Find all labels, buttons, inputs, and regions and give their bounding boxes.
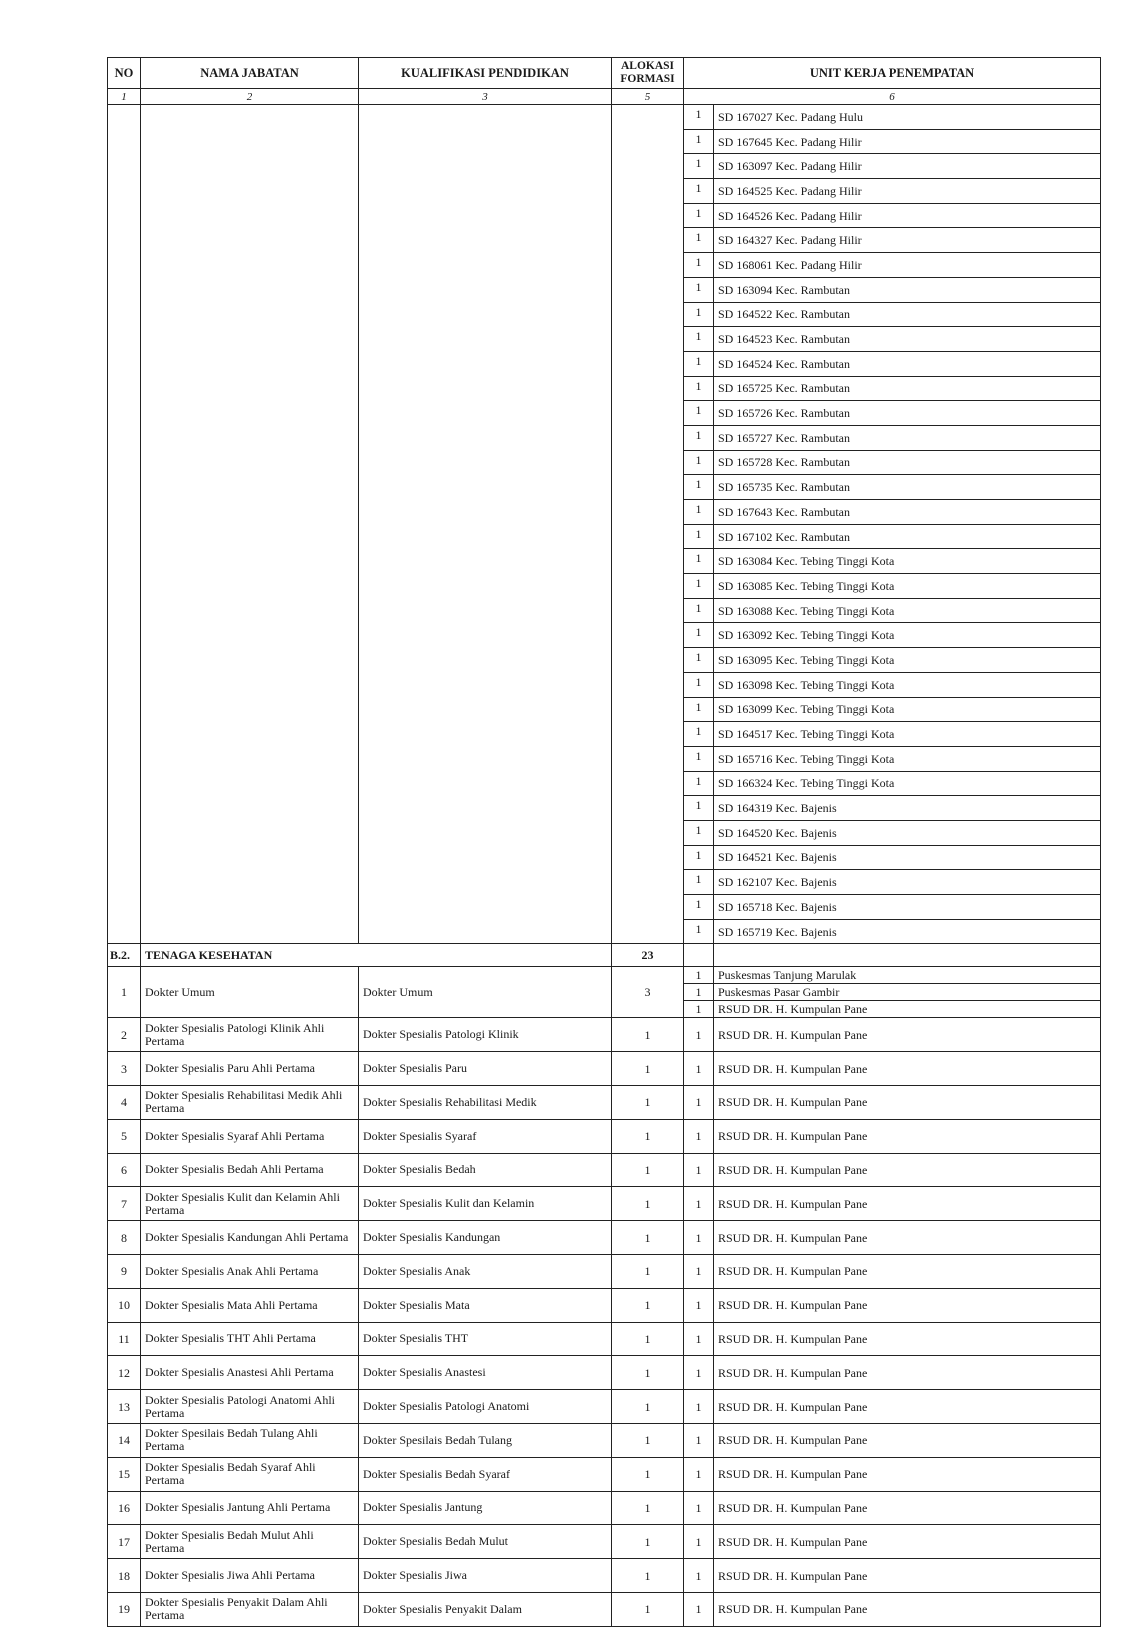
unit-count: 1 bbox=[684, 895, 714, 920]
row-kualifikasi: Dokter Spesialis Patologi Klinik bbox=[359, 1018, 612, 1052]
row-no: 13 bbox=[108, 1390, 141, 1424]
unit-count: 1 bbox=[684, 1153, 714, 1187]
row-no: 5 bbox=[108, 1119, 141, 1153]
table-row bbox=[108, 967, 1101, 984]
unit-count: 1 bbox=[684, 1423, 714, 1457]
blank-merged-cell bbox=[612, 105, 684, 944]
unit-count: 1 bbox=[684, 697, 714, 722]
unit-count: 1 bbox=[684, 549, 714, 574]
row-nama-jabatan: Dokter Spesilais Bedah Tulang Ahli Pertama bbox=[141, 1423, 359, 1457]
row-kualifikasi: Dokter Spesialis Patologi Anatomi bbox=[359, 1390, 612, 1424]
header-kualifikasi: KUALIFIKASI PENDIDIKAN bbox=[359, 58, 612, 89]
row-no: 4 bbox=[108, 1085, 141, 1119]
unit-count: 1 bbox=[684, 1592, 714, 1626]
row-no: 1 bbox=[108, 967, 141, 1018]
row-nama-jabatan: Dokter Spesialis Kulit dan Kelamin Ahli Pertama bbox=[141, 1187, 359, 1221]
row-no: 19 bbox=[108, 1592, 141, 1626]
row-alokasi: 1 bbox=[612, 1491, 684, 1525]
row-nama-jabatan: Dokter Spesialis Patologi Anatomi Ahli Pertama bbox=[141, 1390, 359, 1424]
unit-count: 1 bbox=[684, 1491, 714, 1525]
unit-count: 1 bbox=[684, 574, 714, 599]
row-nama-jabatan: Dokter Spesialis Kandungan Ahli Pertama bbox=[141, 1221, 359, 1255]
row-nama-jabatan: Dokter Spesialis Mata Ahli Pertama bbox=[141, 1288, 359, 1322]
section-total: 23 bbox=[612, 944, 684, 967]
row-alokasi: 1 bbox=[612, 1254, 684, 1288]
row-no: 9 bbox=[108, 1254, 141, 1288]
unit-count: 1 bbox=[684, 1052, 714, 1086]
table-row bbox=[108, 1119, 1101, 1153]
unit-count: 1 bbox=[684, 105, 714, 130]
unit-name: RSUD DR. H. Kumpulan Pane bbox=[714, 1018, 1101, 1052]
unit-count: 1 bbox=[684, 1018, 714, 1052]
unit-name: SD 168061 Kec. Padang Hilir bbox=[714, 253, 1101, 278]
unit-name: SD 163092 Kec. Tebing Tinggi Kota bbox=[714, 623, 1101, 648]
row-alokasi: 1 bbox=[612, 1052, 684, 1086]
row-no: 3 bbox=[108, 1052, 141, 1086]
table-row bbox=[108, 1559, 1101, 1593]
unit-count: 1 bbox=[684, 475, 714, 500]
header-alokasi: ALOKASI FORMASI bbox=[612, 58, 684, 89]
column-number-row bbox=[108, 89, 1101, 105]
unit-count: 1 bbox=[684, 277, 714, 302]
unit-name: SD 164517 Kec. Tebing Tinggi Kota bbox=[714, 722, 1101, 747]
unit-name: RSUD DR. H. Kumpulan Pane bbox=[714, 1052, 1101, 1086]
col-number: 6 bbox=[684, 89, 1101, 105]
row-kualifikasi: Dokter Spesialis Mata bbox=[359, 1288, 612, 1322]
unit-count: 1 bbox=[684, 1221, 714, 1255]
unit-name: RSUD DR. H. Kumpulan Pane bbox=[714, 1390, 1101, 1424]
table-row bbox=[108, 1254, 1101, 1288]
row-alokasi: 1 bbox=[612, 1119, 684, 1153]
unit-name: RSUD DR. H. Kumpulan Pane bbox=[714, 1254, 1101, 1288]
unit-count: 1 bbox=[684, 722, 714, 747]
unit-count: 1 bbox=[684, 1001, 714, 1018]
table-row bbox=[108, 1052, 1101, 1086]
unit-count: 1 bbox=[684, 302, 714, 327]
unit-name: SD 164525 Kec. Padang Hilir bbox=[714, 179, 1101, 204]
unit-name: SD 164526 Kec. Padang Hilir bbox=[714, 203, 1101, 228]
row-kualifikasi: Dokter Spesialis THT bbox=[359, 1322, 612, 1356]
unit-name: Puskesmas Pasar Gambir bbox=[714, 984, 1101, 1001]
unit-name: SD 165716 Kec. Tebing Tinggi Kota bbox=[714, 746, 1101, 771]
unit-name: RSUD DR. H. Kumpulan Pane bbox=[714, 1187, 1101, 1221]
blank-merged-cell bbox=[141, 105, 359, 944]
unit-name: RSUD DR. H. Kumpulan Pane bbox=[714, 1457, 1101, 1491]
row-kualifikasi: Dokter Spesialis Rehabilitasi Medik bbox=[359, 1085, 612, 1119]
header-row bbox=[108, 58, 1101, 89]
table-row bbox=[108, 1390, 1101, 1424]
row-alokasi: 1 bbox=[612, 1288, 684, 1322]
unit-name: SD 167643 Kec. Rambutan bbox=[714, 500, 1101, 525]
unit-name: SD 165728 Kec. Rambutan bbox=[714, 450, 1101, 475]
row-no: 7 bbox=[108, 1187, 141, 1221]
unit-count: 1 bbox=[684, 1559, 714, 1593]
unit-count: 1 bbox=[684, 746, 714, 771]
unit-name: SD 163084 Kec. Tebing Tinggi Kota bbox=[714, 549, 1101, 574]
row-no: 14 bbox=[108, 1423, 141, 1457]
header-no: NO bbox=[108, 58, 141, 89]
unit-count: 1 bbox=[684, 425, 714, 450]
continued-units-body bbox=[108, 105, 1101, 944]
row-alokasi: 3 bbox=[612, 967, 684, 1018]
unit-count: 1 bbox=[684, 623, 714, 648]
row-no: 10 bbox=[108, 1288, 141, 1322]
table-row bbox=[108, 1322, 1101, 1356]
blank-merged-cell bbox=[108, 105, 141, 944]
unit-name: SD 166324 Kec. Tebing Tinggi Kota bbox=[714, 771, 1101, 796]
unit-name: RSUD DR. H. Kumpulan Pane bbox=[714, 1085, 1101, 1119]
row-alokasi: 1 bbox=[612, 1525, 684, 1559]
unit-count: 1 bbox=[684, 967, 714, 984]
row-nama-jabatan: Dokter Spesialis Bedah Mulut Ahli Pertama bbox=[141, 1525, 359, 1559]
unit-name: RSUD DR. H. Kumpulan Pane bbox=[714, 1356, 1101, 1390]
unit-count: 1 bbox=[684, 351, 714, 376]
table-row bbox=[108, 1423, 1101, 1457]
unit-count: 1 bbox=[684, 228, 714, 253]
unit-name: RSUD DR. H. Kumpulan Pane bbox=[714, 1221, 1101, 1255]
table-row bbox=[108, 1356, 1101, 1390]
unit-name: Puskesmas Tanjung Marulak bbox=[714, 967, 1101, 984]
row-nama-jabatan: Dokter Umum bbox=[141, 967, 359, 1018]
unit-name: RSUD DR. H. Kumpulan Pane bbox=[714, 1001, 1101, 1018]
unit-count: 1 bbox=[684, 1525, 714, 1559]
table-row bbox=[108, 1085, 1101, 1119]
row-no: 18 bbox=[108, 1559, 141, 1593]
row-nama-jabatan: Dokter Spesialis Jiwa Ahli Pertama bbox=[141, 1559, 359, 1593]
unit-count: 1 bbox=[684, 870, 714, 895]
unit-name: SD 163097 Kec. Padang Hilir bbox=[714, 154, 1101, 179]
unit-name: SD 165719 Kec. Bajenis bbox=[714, 919, 1101, 944]
row-no: 2 bbox=[108, 1018, 141, 1052]
unit-count: 1 bbox=[684, 1457, 714, 1491]
row-alokasi: 1 bbox=[612, 1559, 684, 1593]
unit-count: 1 bbox=[684, 129, 714, 154]
unit-count: 1 bbox=[684, 1119, 714, 1153]
unit-name: RSUD DR. H. Kumpulan Pane bbox=[714, 1423, 1101, 1457]
row-no: 17 bbox=[108, 1525, 141, 1559]
row-alokasi: 1 bbox=[612, 1187, 684, 1221]
row-alokasi: 1 bbox=[612, 1356, 684, 1390]
row-nama-jabatan: Dokter Spesialis Jantung Ahli Pertama bbox=[141, 1491, 359, 1525]
unit-count: 1 bbox=[684, 598, 714, 623]
blank-merged-cell bbox=[359, 105, 612, 944]
row-kualifikasi: Dokter Spesialis Bedah Syaraf bbox=[359, 1457, 612, 1491]
unit-count: 1 bbox=[684, 919, 714, 944]
unit-name: SD 165735 Kec. Rambutan bbox=[714, 475, 1101, 500]
unit-name: RSUD DR. H. Kumpulan Pane bbox=[714, 1525, 1101, 1559]
unit-count: 1 bbox=[684, 771, 714, 796]
row-nama-jabatan: Dokter Spesialis THT Ahli Pertama bbox=[141, 1322, 359, 1356]
unit-name: SD 164327 Kec. Padang Hilir bbox=[714, 228, 1101, 253]
section-row bbox=[108, 944, 1101, 967]
row-alokasi: 1 bbox=[612, 1221, 684, 1255]
unit-name: SD 163098 Kec. Tebing Tinggi Kota bbox=[714, 672, 1101, 697]
table-row bbox=[108, 1221, 1101, 1255]
unit-name: SD 165726 Kec. Rambutan bbox=[714, 401, 1101, 426]
row-no: 15 bbox=[108, 1457, 141, 1491]
unit-count: 1 bbox=[684, 1322, 714, 1356]
unit-count: 1 bbox=[684, 1187, 714, 1221]
unit-count: 1 bbox=[684, 203, 714, 228]
row-no: 6 bbox=[108, 1153, 141, 1187]
unit-count: 1 bbox=[684, 500, 714, 525]
unit-name: SD 167102 Kec. Rambutan bbox=[714, 524, 1101, 549]
unit-count: 1 bbox=[684, 450, 714, 475]
row-kualifikasi: Dokter Spesialis Anak bbox=[359, 1254, 612, 1288]
tenaga-kesehatan-body bbox=[108, 944, 1101, 1626]
unit-name: SD 165727 Kec. Rambutan bbox=[714, 425, 1101, 450]
unit-name: SD 165725 Kec. Rambutan bbox=[714, 376, 1101, 401]
table-row bbox=[108, 1491, 1101, 1525]
unit-count: 1 bbox=[684, 845, 714, 870]
unit-name: RSUD DR. H. Kumpulan Pane bbox=[714, 1119, 1101, 1153]
row-kualifikasi: Dokter Umum bbox=[359, 967, 612, 1018]
unit-count: 1 bbox=[684, 672, 714, 697]
empty-cell bbox=[714, 944, 1101, 967]
header-nama-jabatan: NAMA JABATAN bbox=[141, 58, 359, 89]
row-alokasi: 1 bbox=[612, 1322, 684, 1356]
unit-count: 1 bbox=[684, 327, 714, 352]
formasi-table bbox=[107, 57, 1101, 1627]
row-alokasi: 1 bbox=[612, 1592, 684, 1626]
unit-count: 1 bbox=[684, 648, 714, 673]
unit-name: SD 163099 Kec. Tebing Tinggi Kota bbox=[714, 697, 1101, 722]
unit-count: 1 bbox=[684, 179, 714, 204]
row-nama-jabatan: Dokter Spesialis Anak Ahli Pertama bbox=[141, 1254, 359, 1288]
unit-name: SD 167027 Kec. Padang Hulu bbox=[714, 105, 1101, 130]
unit-name: RSUD DR. H. Kumpulan Pane bbox=[714, 1559, 1101, 1593]
row-kualifikasi: Dokter Spesialis Syaraf bbox=[359, 1119, 612, 1153]
unit-name: RSUD DR. H. Kumpulan Pane bbox=[714, 1288, 1101, 1322]
table-row bbox=[108, 1018, 1101, 1052]
row-nama-jabatan: Dokter Spesialis Paru Ahli Pertama bbox=[141, 1052, 359, 1086]
row-alokasi: 1 bbox=[612, 1018, 684, 1052]
unit-name: SD 164523 Kec. Rambutan bbox=[714, 327, 1101, 352]
unit-name: SD 165718 Kec. Bajenis bbox=[714, 895, 1101, 920]
section-title: TENAGA KESEHATAN bbox=[141, 944, 612, 967]
unit-name: SD 163095 Kec. Tebing Tinggi Kota bbox=[714, 648, 1101, 673]
unit-count: 1 bbox=[684, 1254, 714, 1288]
col-number: 2 bbox=[141, 89, 359, 105]
table-row bbox=[108, 1187, 1101, 1221]
unit-count: 1 bbox=[684, 524, 714, 549]
unit-name: SD 164524 Kec. Rambutan bbox=[714, 351, 1101, 376]
unit-count: 1 bbox=[684, 154, 714, 179]
col-number: 1 bbox=[108, 89, 141, 105]
unit-count: 1 bbox=[684, 820, 714, 845]
unit-name: SD 167645 Kec. Padang Hilir bbox=[714, 129, 1101, 154]
unit-name: RSUD DR. H. Kumpulan Pane bbox=[714, 1592, 1101, 1626]
formasi-table-page bbox=[107, 57, 1100, 1623]
unit-name: SD 164521 Kec. Bajenis bbox=[714, 845, 1101, 870]
unit-name: SD 164319 Kec. Bajenis bbox=[714, 796, 1101, 821]
unit-count: 1 bbox=[684, 253, 714, 278]
unit-count: 1 bbox=[684, 1288, 714, 1322]
header-unit-kerja: UNIT KERJA PENEMPATAN bbox=[684, 58, 1101, 89]
unit-count: 1 bbox=[684, 376, 714, 401]
unit-name: RSUD DR. H. Kumpulan Pane bbox=[714, 1322, 1101, 1356]
row-kualifikasi: Dokter Spesialis Kandungan bbox=[359, 1221, 612, 1255]
row-kualifikasi: Dokter Spesialis Paru bbox=[359, 1052, 612, 1086]
row-alokasi: 1 bbox=[612, 1423, 684, 1457]
row-alokasi: 1 bbox=[612, 1153, 684, 1187]
unit-name: RSUD DR. H. Kumpulan Pane bbox=[714, 1153, 1101, 1187]
col-number: 3 bbox=[359, 89, 612, 105]
table-row bbox=[108, 1525, 1101, 1559]
unit-name: RSUD DR. H. Kumpulan Pane bbox=[714, 1491, 1101, 1525]
table-row bbox=[108, 1457, 1101, 1491]
table-row bbox=[108, 1592, 1101, 1626]
row-kualifikasi: Dokter Spesialis Penyakit Dalam bbox=[359, 1592, 612, 1626]
unit-name: SD 163088 Kec. Tebing Tinggi Kota bbox=[714, 598, 1101, 623]
row-nama-jabatan: Dokter Spesialis Syaraf Ahli Pertama bbox=[141, 1119, 359, 1153]
unit-count: 1 bbox=[684, 984, 714, 1001]
unit-count: 1 bbox=[684, 1390, 714, 1424]
row-alokasi: 1 bbox=[612, 1457, 684, 1491]
row-nama-jabatan: Dokter Spesialis Bedah Syaraf Ahli Pertama bbox=[141, 1457, 359, 1491]
row-no: 8 bbox=[108, 1221, 141, 1255]
unit-name: SD 164520 Kec. Bajenis bbox=[714, 820, 1101, 845]
unit-row bbox=[108, 105, 1101, 130]
row-nama-jabatan: Dokter Spesialis Bedah Ahli Pertama bbox=[141, 1153, 359, 1187]
row-nama-jabatan: Dokter Spesialis Penyakit Dalam Ahli Pertama bbox=[141, 1592, 359, 1626]
row-alokasi: 1 bbox=[612, 1085, 684, 1119]
row-no: 11 bbox=[108, 1322, 141, 1356]
unit-name: SD 164522 Kec. Rambutan bbox=[714, 302, 1101, 327]
row-nama-jabatan: Dokter Spesialis Anastesi Ahli Pertama bbox=[141, 1356, 359, 1390]
col-number: 5 bbox=[612, 89, 684, 105]
row-kualifikasi: Dokter Spesialis Bedah Mulut bbox=[359, 1525, 612, 1559]
row-kualifikasi: Dokter Spesialis Jiwa bbox=[359, 1559, 612, 1593]
unit-name: SD 163085 Kec. Tebing Tinggi Kota bbox=[714, 574, 1101, 599]
unit-count: 1 bbox=[684, 401, 714, 426]
row-alokasi: 1 bbox=[612, 1390, 684, 1424]
row-no: 16 bbox=[108, 1491, 141, 1525]
unit-name: SD 162107 Kec. Bajenis bbox=[714, 870, 1101, 895]
row-nama-jabatan: Dokter Spesialis Patologi Klinik Ahli Pertama bbox=[141, 1018, 359, 1052]
row-kualifikasi: Dokter Spesilais Bedah Tulang bbox=[359, 1423, 612, 1457]
row-kualifikasi: Dokter Spesialis Kulit dan Kelamin bbox=[359, 1187, 612, 1221]
row-kualifikasi: Dokter Spesialis Bedah bbox=[359, 1153, 612, 1187]
row-kualifikasi: Dokter Spesialis Jantung bbox=[359, 1491, 612, 1525]
table-row bbox=[108, 1288, 1101, 1322]
table-row bbox=[108, 1153, 1101, 1187]
row-nama-jabatan: Dokter Spesialis Rehabilitasi Medik Ahli Pertama bbox=[141, 1085, 359, 1119]
row-no: 12 bbox=[108, 1356, 141, 1390]
unit-name: SD 163094 Kec. Rambutan bbox=[714, 277, 1101, 302]
unit-count: 1 bbox=[684, 1085, 714, 1119]
unit-count: 1 bbox=[684, 1356, 714, 1390]
section-code: B.2. bbox=[108, 944, 141, 967]
unit-count: 1 bbox=[684, 796, 714, 821]
row-kualifikasi: Dokter Spesialis Anastesi bbox=[359, 1356, 612, 1390]
empty-cell bbox=[684, 944, 714, 967]
